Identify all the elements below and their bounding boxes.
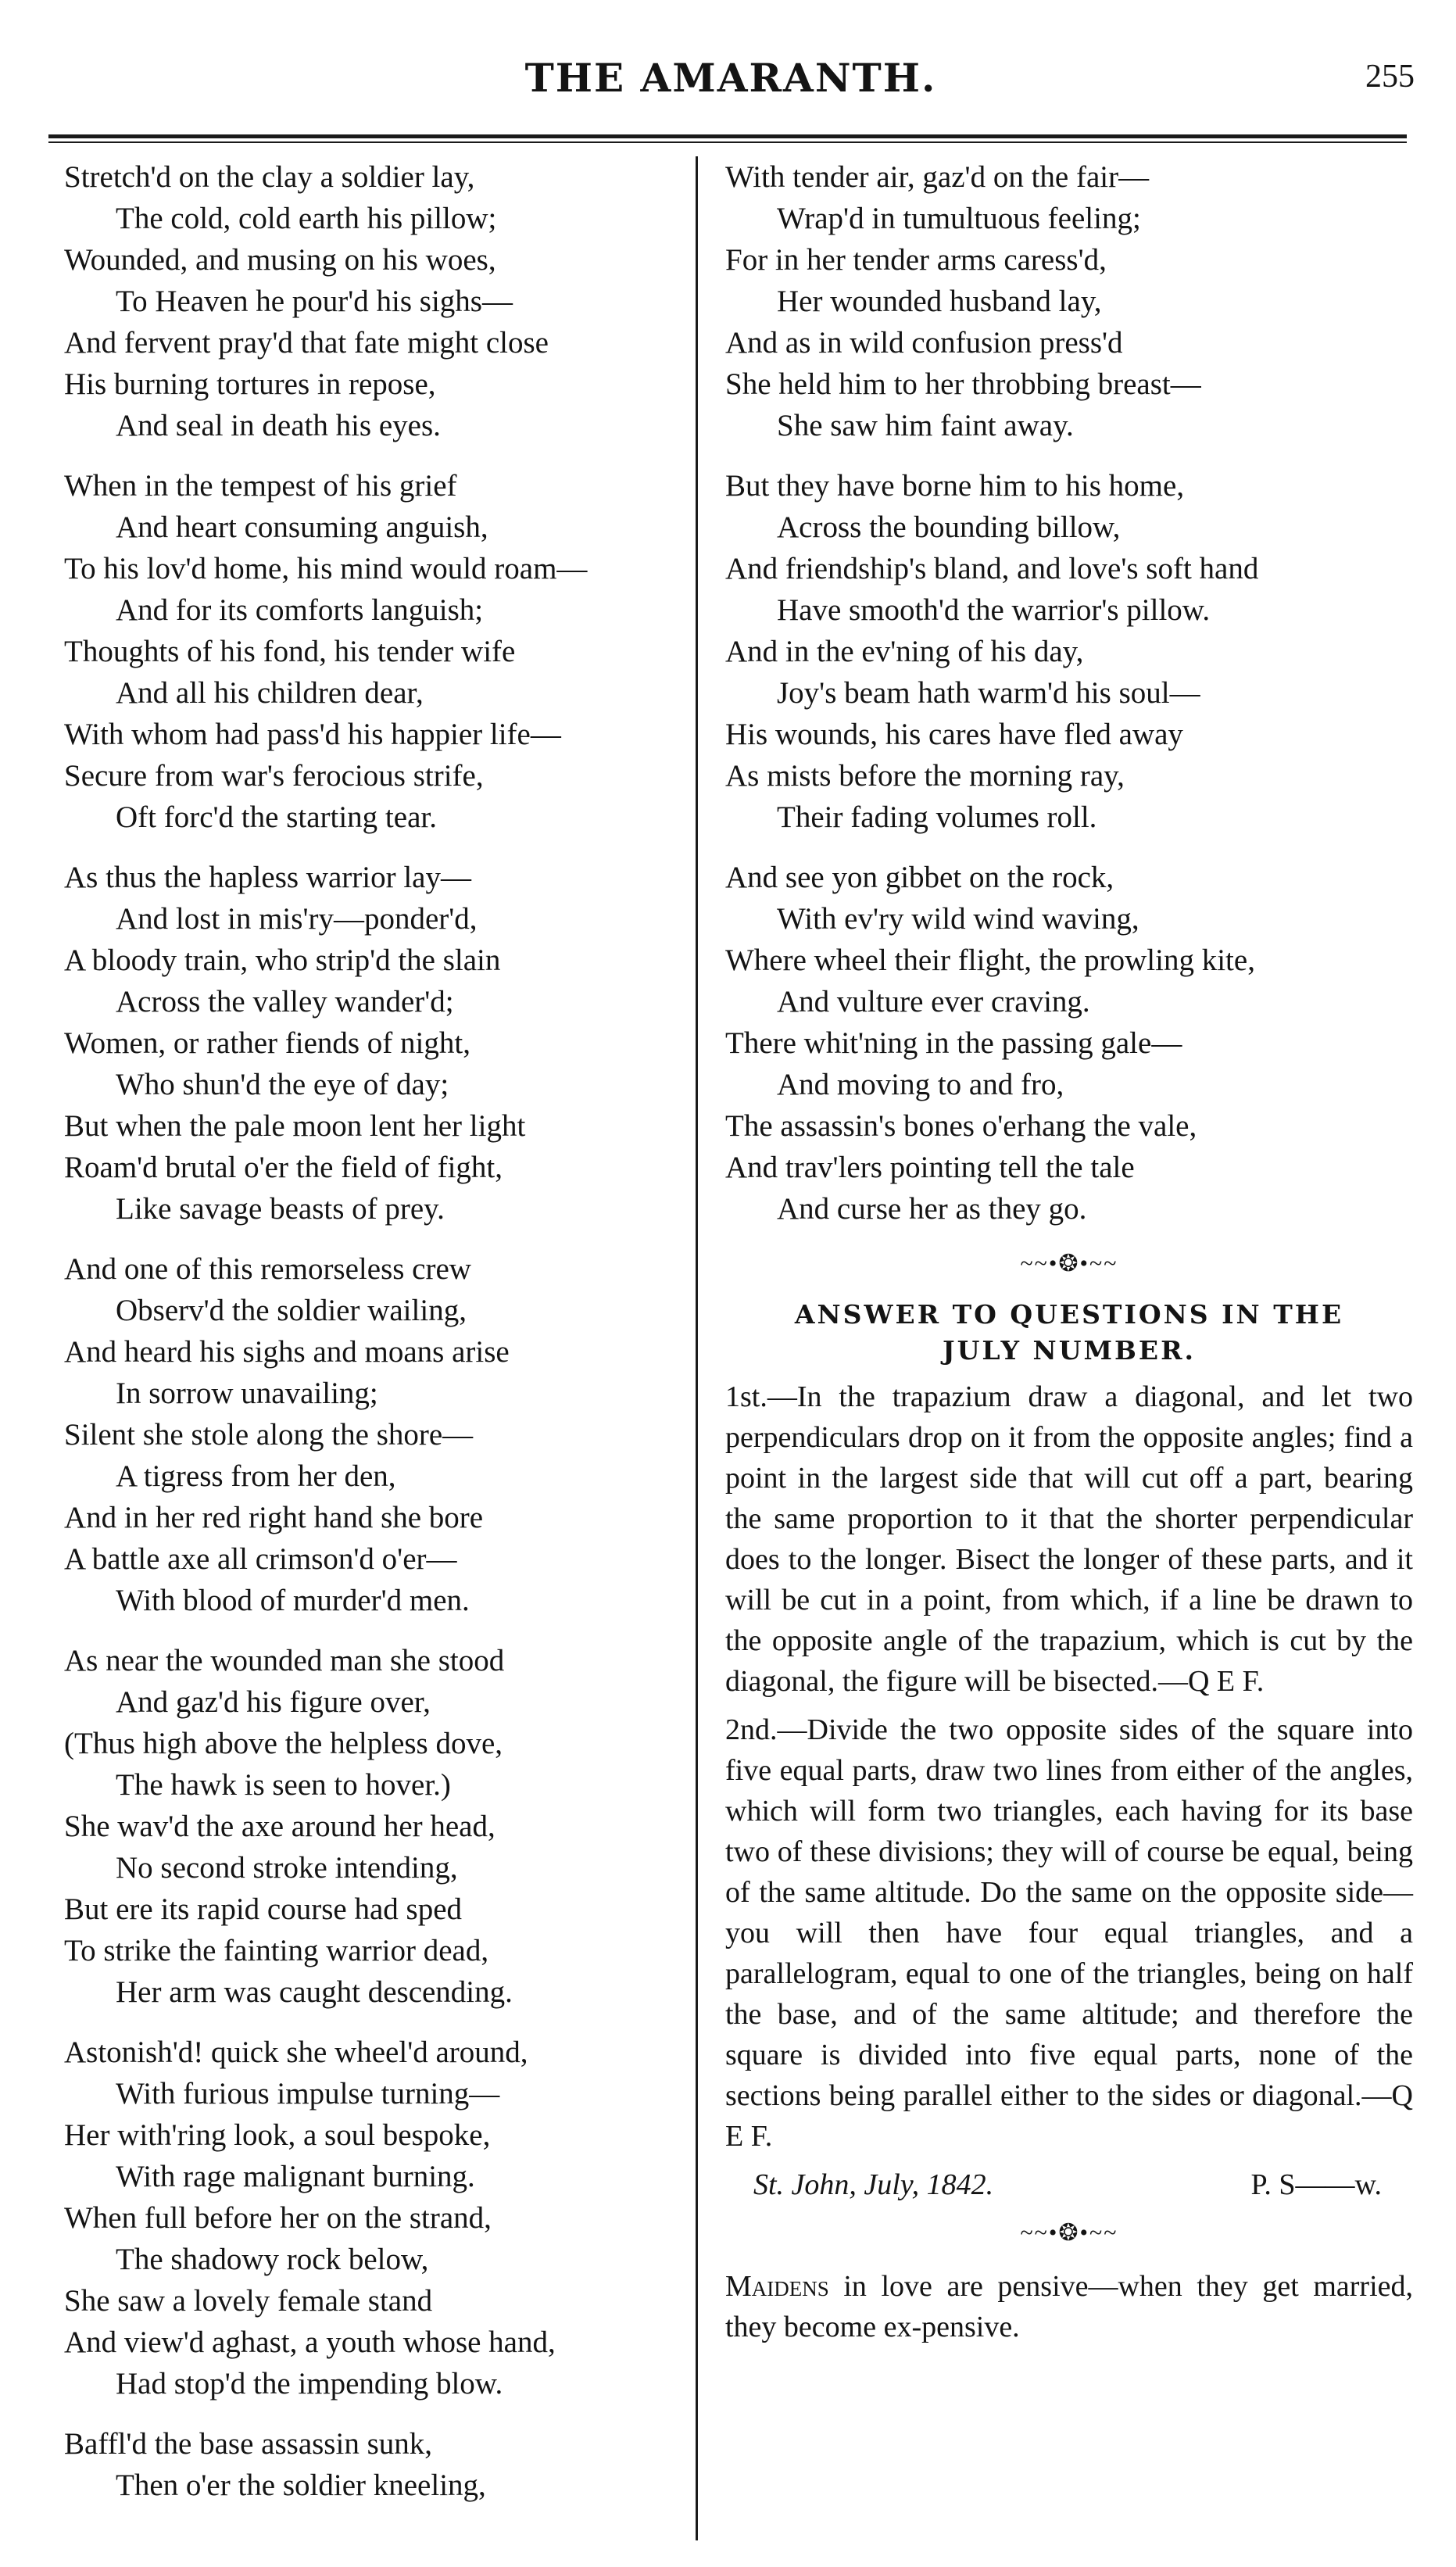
poem-line: Across the valley wander'd; xyxy=(116,985,454,1019)
stanza xyxy=(64,1248,681,1621)
poem-line: And moving to and fro, xyxy=(777,1068,1064,1101)
poem-line: When full before her on the strand, xyxy=(64,2201,492,2235)
poem-line: With blood of murder'd men. xyxy=(116,1584,470,1617)
poem-line: To Heaven he pour'd his sighs— xyxy=(116,285,513,318)
poem-line: Then o'er the soldier kneeling, xyxy=(116,2469,486,2502)
poem-line: There whit'ning in the passing gale— xyxy=(725,1026,1182,1060)
poem-line: The cold, cold earth his pillow; xyxy=(116,202,497,235)
poem-line: And view'd aghast, a youth whose hand, xyxy=(64,2325,556,2359)
stanza xyxy=(64,2032,681,2404)
ornament-divider-2: ~~•❂•~~ xyxy=(1020,2220,1118,2246)
signature-row xyxy=(725,2164,1413,2205)
right-column-poem xyxy=(725,156,1413,1230)
poem-line: She saw him faint away. xyxy=(777,409,1074,442)
stanza xyxy=(64,156,681,446)
poem-line: Astonish'd! quick she wheel'd around, xyxy=(64,2035,528,2069)
poem-line: Her with'ring look, a soul bespoke, xyxy=(64,2118,491,2152)
right-column xyxy=(725,156,1413,2355)
poem-line: And see yon gibbet on the rock, xyxy=(725,861,1114,894)
poem-line: She saw a lovely female stand xyxy=(64,2284,433,2318)
poem-line: His burning tortures in repose, xyxy=(64,367,436,401)
poem-line: A battle axe all crimson'd o'er— xyxy=(64,1542,457,1576)
running-title: THE AMARANTH. xyxy=(524,55,937,101)
poem-line: As mists before the morning ray, xyxy=(725,759,1125,793)
stanza xyxy=(725,857,1413,1230)
poem-line: With furious impulse turning— xyxy=(116,2077,500,2111)
poem-line: But they have borne him to his home, xyxy=(725,469,1185,503)
poem-line: And friendship's bland, and love's soft hand xyxy=(725,552,1259,585)
poem-line: With whom had pass'd his happier life— xyxy=(64,718,561,751)
poem-line: Stretch'd on the clay a soldier lay, xyxy=(64,160,475,194)
poem-line: Baffl'd the base assassin sunk, xyxy=(64,2427,432,2461)
column-divider xyxy=(696,156,698,2540)
poem-line: A tigress from her den, xyxy=(116,1459,396,1493)
poem-line: His wounds, his cares have fled away xyxy=(725,718,1183,751)
left-column xyxy=(64,156,681,2525)
answer-heading-line2: JULY NUMBER. xyxy=(943,1335,1196,1366)
poem-line: And one of this remorseless crew xyxy=(64,1252,471,1286)
poem-line: For in her tender arms caress'd, xyxy=(725,243,1107,277)
poem-line: But when the pale moon lent her light xyxy=(64,1109,526,1143)
stanza xyxy=(64,1640,681,2013)
poem-line: Have smooth'd the warrior's pillow. xyxy=(777,593,1211,627)
maidens-paragraph xyxy=(725,2266,1413,2347)
answer-paragraph-1: 1st.—In the trapazium draw a diagonal, and let two perpendiculars drop on it from the opposite angles; find a point in the largest side that will cut off a part, bearing the same proportion to it that the shorter perpendicular does to the longer. Bisect the longer of these parts, and it will be cut in a point, from which, if a line be drawn to the opposite angle of the trapazium, which is cut by the diagonal, the figure will be bisected.—Q E F. xyxy=(725,1380,1413,1698)
poem-line: Wounded, and musing on his woes, xyxy=(64,243,496,277)
poem-line: In sorrow unavailing; xyxy=(116,1377,378,1410)
stanza xyxy=(725,465,1413,838)
page-header xyxy=(47,55,1415,117)
poem-line: Silent she stole along the shore— xyxy=(64,1418,474,1452)
poem-line: Roam'd brutal o'er the field of fight, xyxy=(64,1151,503,1184)
poem-line: No second stroke intending, xyxy=(116,1851,458,1885)
header-rule-thin xyxy=(48,141,1407,143)
poem-line: The hawk is seen to hover.) xyxy=(116,1768,451,1802)
poem-line: With rage malignant burning. xyxy=(116,2160,475,2193)
poem-line: And heart consuming anguish, xyxy=(116,510,488,544)
poem-line: (Thus high above the helpless dove, xyxy=(64,1727,503,1760)
poem-line: And in the ev'ning of his day, xyxy=(725,635,1084,668)
stanza xyxy=(725,156,1413,446)
signature-place: St. John, July, 1842. xyxy=(753,2168,994,2201)
poem-line: And as in wild confusion press'd xyxy=(725,326,1123,360)
poem-line: With ev'ry wild wind waving, xyxy=(777,902,1139,936)
poem-line: A bloody train, who strip'd the slain xyxy=(64,943,501,977)
poem-line: Where wheel their flight, the prowling kite, xyxy=(725,943,1255,977)
poem-line: She wav'd the axe around her head, xyxy=(64,1810,495,1843)
stanza xyxy=(64,465,681,838)
poem-line: Observ'd the soldier wailing, xyxy=(116,1294,467,1327)
poem-line: Wrap'd in tumultuous feeling; xyxy=(777,202,1141,235)
poem-line: Women, or rather fiends of night, xyxy=(64,1026,470,1060)
poem-line: The assassin's bones o'erhang the vale, xyxy=(725,1109,1197,1143)
poem-line: And trav'lers pointing tell the tale xyxy=(725,1151,1135,1184)
maidens-text: in love are pensive—when they get married, they become ex-pensive. xyxy=(725,2270,1413,2343)
poem-line: Like savage beasts of prey. xyxy=(116,1192,445,1226)
poem-line: Secure from war's ferocious strife, xyxy=(64,759,484,793)
poem-line: Across the bounding billow, xyxy=(777,510,1121,544)
poem-line: And in her red right hand she bore xyxy=(64,1501,484,1534)
poem-line: Her arm was caught descending. xyxy=(116,1975,513,2009)
poem-line: Oft forc'd the starting tear. xyxy=(116,800,437,834)
poem-line: And all his children dear, xyxy=(116,676,424,710)
header-rule xyxy=(48,134,1407,138)
poem-line: She held him to her throbbing breast— xyxy=(725,367,1201,401)
poem-line: And fervent pray'd that fate might close xyxy=(64,326,549,360)
poem-line: To his lov'd home, his mind would roam— xyxy=(64,552,588,585)
poem-line: And vulture ever craving. xyxy=(777,985,1090,1019)
poem-line: And gaz'd his figure over, xyxy=(116,1685,431,1719)
answer-heading xyxy=(725,1297,1413,1369)
ornament-divider: ~~•❂•~~ xyxy=(1020,1251,1118,1276)
poem-line: Their fading volumes roll. xyxy=(777,800,1097,834)
poem-line: Who shun'd the eye of day; xyxy=(116,1068,449,1101)
poem-line: With tender air, gaz'd on the fair— xyxy=(725,160,1150,194)
page-number: 255 xyxy=(1365,59,1415,95)
poem-line: And curse her as they go. xyxy=(777,1192,1087,1226)
poem-line: The shadowy rock below, xyxy=(116,2243,429,2276)
poem-line: But ere its rapid course had sped xyxy=(64,1892,463,1926)
stanza xyxy=(64,857,681,1230)
signature-name: P. S——w. xyxy=(1250,2168,1382,2201)
poem-line: As near the wounded man she stood xyxy=(64,1644,505,1677)
answer-heading-line1: ANSWER TO QUESTIONS IN THE xyxy=(794,1299,1344,1330)
poem-line: Joy's beam hath warm'd his soul— xyxy=(777,676,1200,710)
stanza xyxy=(64,2423,681,2506)
poem-line: As thus the hapless warrior lay— xyxy=(64,861,471,894)
poem-line: Her wounded husband lay, xyxy=(777,285,1102,318)
poem-line: And heard his sighs and moans arise xyxy=(64,1335,510,1369)
poem-line: When in the tempest of his grief xyxy=(64,469,457,503)
maidens-lead-word: Maidens xyxy=(725,2270,829,2303)
poem-line: To strike the fainting warrior dead, xyxy=(64,1934,489,1967)
poem-line: And lost in mis'ry—ponder'd, xyxy=(116,902,478,936)
poem-line: Thoughts of his fond, his tender wife xyxy=(64,635,516,668)
poem-line: Had stop'd the impending blow. xyxy=(116,2367,503,2401)
poem-line: And for its comforts languish; xyxy=(116,593,484,627)
answer-paragraph-2: 2nd.—Divide the two opposite sides of the square into five equal parts, draw two lines from either of the angles, which will form two triangles, each having for its base two of these divisions; they will of course be equal, being of the same altitude. Do the same on the opposite side—you will then have four equal triangles, and a parallelogram, equal to one of the triangles, being on half the base, and of the same altitude; and therefore the square is divided into five equal parts, none of the sections being parallel either to the sides or diagonal.—Q E F. xyxy=(725,1713,1413,2153)
poem-line: And seal in death his eyes. xyxy=(116,409,441,442)
